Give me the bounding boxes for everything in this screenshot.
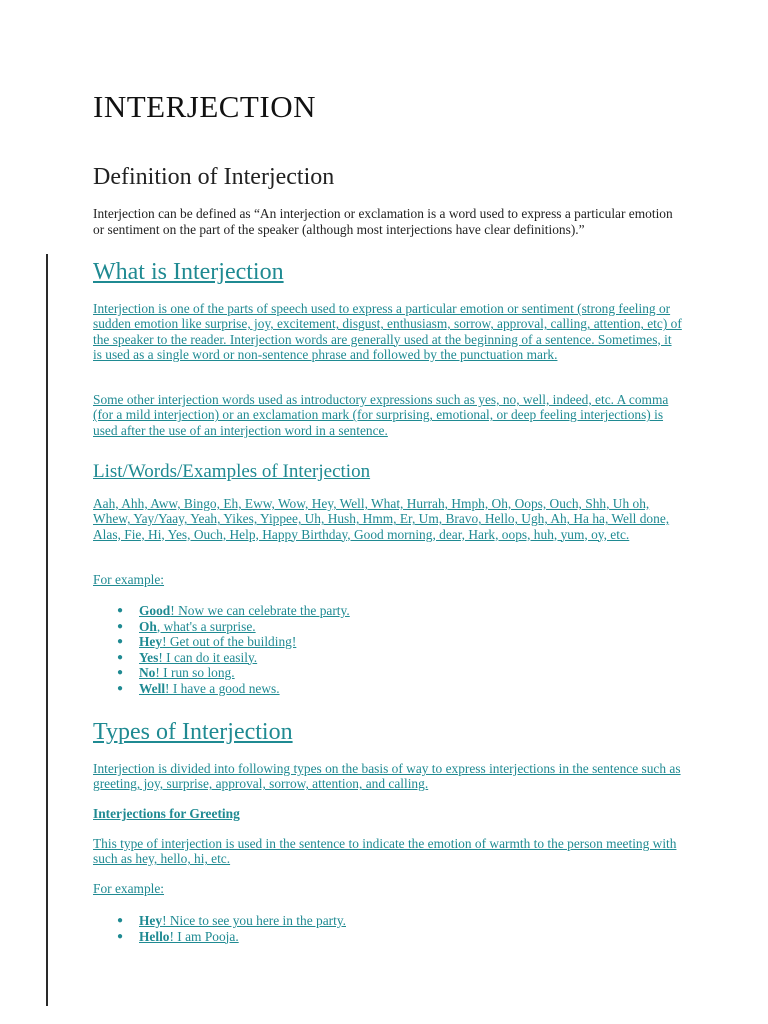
list-heading-link[interactable]: List/Words/Examples of Interjection: [93, 461, 371, 482]
types-intro-link[interactable]: Interjection is divided into following types on the basis of way to express interjections in the sentence such as greeting, joy, surprise, approval, sorrow, attention, and calling.: [93, 761, 681, 792]
list-item[interactable]: ● No! I run so long.: [117, 665, 235, 680]
types-heading-link[interactable]: Types of Interjection: [93, 719, 293, 745]
bullet-icon: ●: [117, 667, 124, 678]
what-is-paragraph-1-link[interactable]: Interjection is one of the parts of speech used to express a particular emotion or sentiment (strong feeling or sudden emotion like surprise, joy, excitement, disgust, enthusiasm, sorrow, approval, calling, attention, etc) of the speaker to the reader. Interjection words are generally used at the beginning of a sentence. Sometimes, it is used as a single word or non-sentence phrase and followed by the punctuation mark.: [93, 301, 682, 362]
list-item[interactable]: ● Yes! I can do it easily.: [117, 649, 258, 665]
list-item[interactable]: ● Hello! I am Pooja.: [117, 928, 239, 944]
bullet-icon: ●: [117, 605, 124, 616]
list-item[interactable]: ● Hey! Get out of the building!: [117, 634, 297, 649]
greeting-subheading-link[interactable]: Interjections for Greeting: [93, 806, 240, 821]
example-list: [113, 603, 350, 696]
list-words-link[interactable]: Aah, Ahh, Aww, Bingo, Eh, Eww, Wow, Hey, Well, What, Hurrah, Hmph, Oh, Oops, Ouch, Shh, Uh oh, Whew, Yay/Yaay, Yeah, Yikes, Yippee, Uh, Hush, Hmm, Er, Um, Bravo, Hello, Ugh, Ah, Ha ha, Well done, Alas, Fie, Hi, Yes, Ouch, Help, Happy Birthday, Good morning, dear, Hark, oops, huh, yum, oy, etc.: [93, 496, 670, 542]
greeting-for-example-link[interactable]: For example:: [93, 881, 165, 896]
left-margin-bar: [46, 254, 48, 1006]
greeting-text-link[interactable]: This type of interjection is used in the sentence to indicate the emotion of warmth to the person meeting with such as hey, hello, hi, etc.: [93, 836, 677, 867]
list-item[interactable]: ● Hey! Nice to see you here in the party.: [117, 913, 346, 928]
what-is-paragraph-2-link[interactable]: Some other interjection words used as introductory expressions such as yes, no, well, indeed, etc. A comma (for a mild interjection) or an exclamation mark (for surprising, emotional, or deep feeling interjections) is used after the use of an interjection word in a sentence.: [93, 392, 669, 438]
bullet-icon: ●: [117, 915, 124, 926]
greeting-example-list: [113, 913, 346, 944]
list-item[interactable]: ● Good! Now we can celebrate the party.: [117, 603, 350, 618]
list-item[interactable]: ● Well! I have a good news.: [117, 680, 280, 696]
definition-text: Interjection can be defined as “An interjection or exclamation is a word used to express a particular emotion or sentiment on the part of the speaker (although most interjections have clear definitions).”: [93, 206, 673, 237]
page-title: INTERJECTION: [93, 89, 316, 124]
bullet-icon: ●: [117, 620, 124, 632]
bullet-icon: ●: [117, 682, 124, 694]
definition-heading: Definition of Interjection: [93, 164, 335, 190]
bullet-icon: ●: [117, 651, 124, 663]
list-item[interactable]: ● Oh, what's a surprise.: [117, 618, 256, 634]
bullet-icon: ●: [117, 636, 124, 647]
bullet-icon: ●: [117, 930, 124, 942]
what-is-heading-link[interactable]: What is Interjection: [93, 259, 284, 285]
for-example-label-link[interactable]: For example:: [93, 572, 165, 587]
